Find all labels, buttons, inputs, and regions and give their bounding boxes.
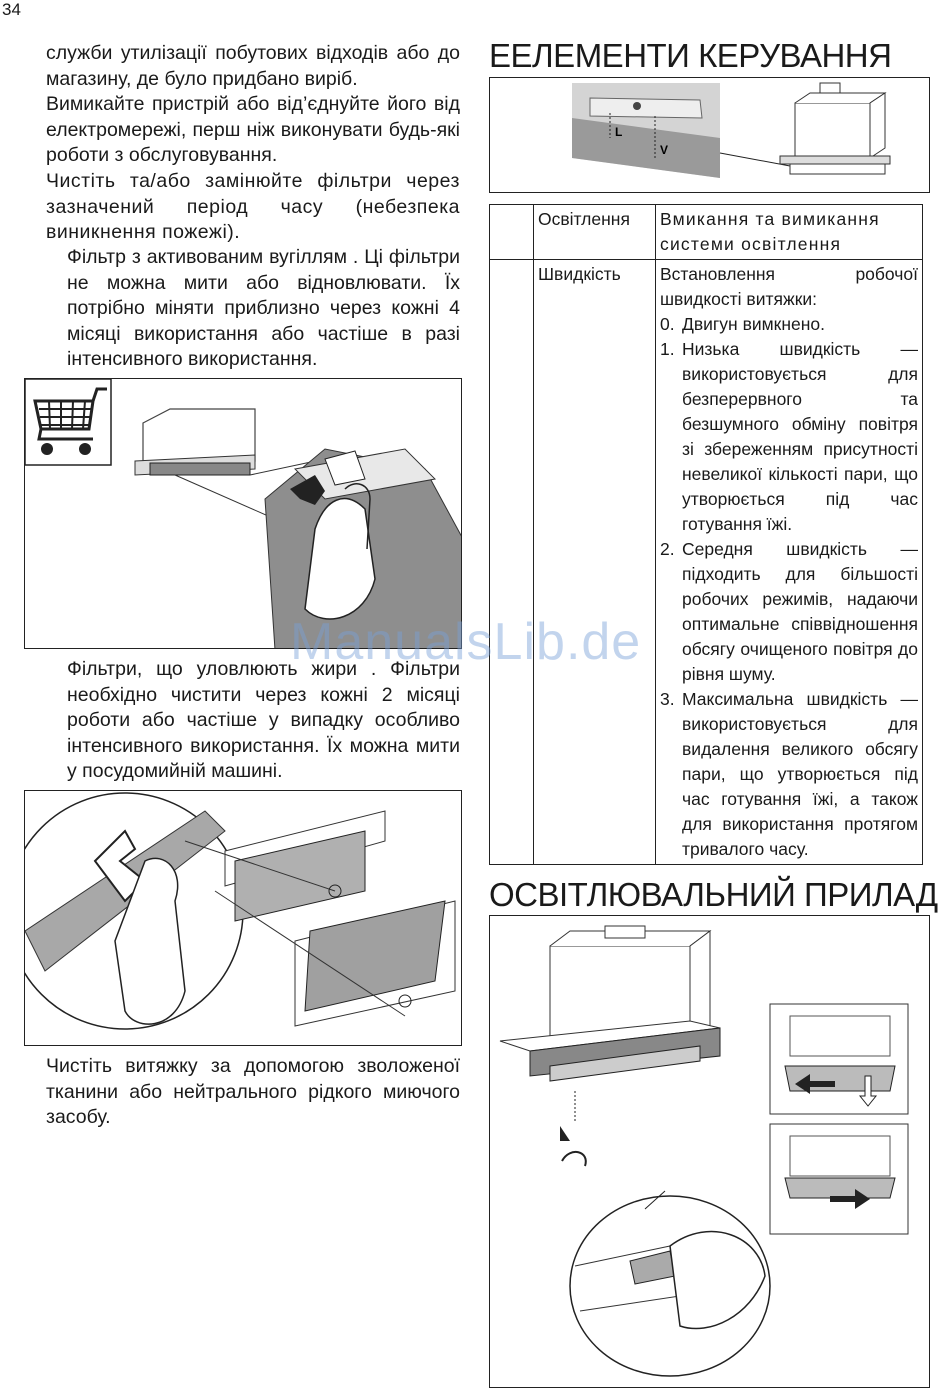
figure-lighting: [489, 915, 930, 1388]
grease-filter-illustration: [25, 791, 462, 1046]
table-cell-symbol: [490, 260, 534, 865]
lighting-heading: ОСВІТЛЮВАЛЬНИЙ ПРИЛАД: [489, 876, 938, 913]
list-item: 3. Максимальна швидкість — використовується для видалення великого обсягу пари, що утворюється під час готування їжі, а також для використання протягом тривалого часу.: [660, 689, 918, 859]
label-l: L: [615, 125, 623, 139]
control-panel-illustration: [490, 78, 930, 193]
paragraph-disposal: служби утилізації побутових відходів або до магазину, де було придбано виріб.: [46, 42, 460, 90]
figure-grease-filter: [24, 790, 462, 1046]
speed-list: [660, 312, 918, 862]
controls-heading: ЕЕЛЕМЕНТИ КЕРУВАННЯ: [489, 37, 892, 74]
page-number: 34: [2, 0, 21, 19]
carbon-filter-illustration: [25, 379, 462, 649]
paragraph-filters: Чистіть та/або замінюйте фільтри через зазначений період часу (небезпека виникнення пожежі).: [46, 170, 460, 243]
list-item: 1. Низька швидкість — використовується для безперервного та безшумного обміну повітря зі збереженням присутності невеликої кількості пари, що утворюється під час готування їжі.: [660, 339, 918, 534]
paragraph-grease-filter: Фільтри, що уловлюють жири . Фільтри необхідно чистити через кожні 2 місяці роботи або частіше у випадку особливо інтенсивного використання. Їх можна мити у посудомийній машині.: [67, 658, 460, 782]
controls-table: [489, 204, 923, 865]
figure-control-panel: [489, 77, 930, 193]
table-row: [490, 260, 923, 865]
paragraph-disconnect: Вимикайте пристрій або від’єднуйте його від електромережі, перш ніж виконувати будь-які роботи з обслуговування.: [46, 93, 460, 166]
paragraph-carbon-filter: Фільтр з активованим вугіллям . Ці фільтри не можна мити або відновлювати. Їх потрібно міняти приблизно через кожні 4 місяці використання або частіше в разі інтенсивного використання.: [67, 246, 460, 370]
control-name-speed: Швидкість: [534, 260, 656, 865]
table-row: [490, 205, 923, 260]
paragraph-cleaning: Чистіть витяжку за допомогою зволоженої тканини або нейтрального рідкого миючого засобу.: [46, 1055, 460, 1128]
label-v: V: [660, 143, 669, 157]
control-desc-lighting: Вмикання та вимикання системи освітлення: [656, 205, 923, 260]
list-item: 0. Двигун вимкнено.: [660, 314, 825, 334]
speed-intro: Встановлення робочої швидкості витяжки:: [660, 264, 918, 309]
list-item: 2. Середня швидкість — підходить для більшості робочих режимів, надаючи оптимальне співвідношення обсягу очищеного повітря до рівня шуму.: [660, 539, 918, 684]
table-cell-symbol: [490, 205, 534, 260]
watermark: ManualsLib.de: [290, 613, 642, 671]
control-name-lighting: Освітлення: [534, 205, 656, 260]
control-desc-speed: [656, 260, 923, 865]
figure-carbon-filter: [24, 378, 462, 649]
lighting-illustration: [490, 916, 930, 1388]
